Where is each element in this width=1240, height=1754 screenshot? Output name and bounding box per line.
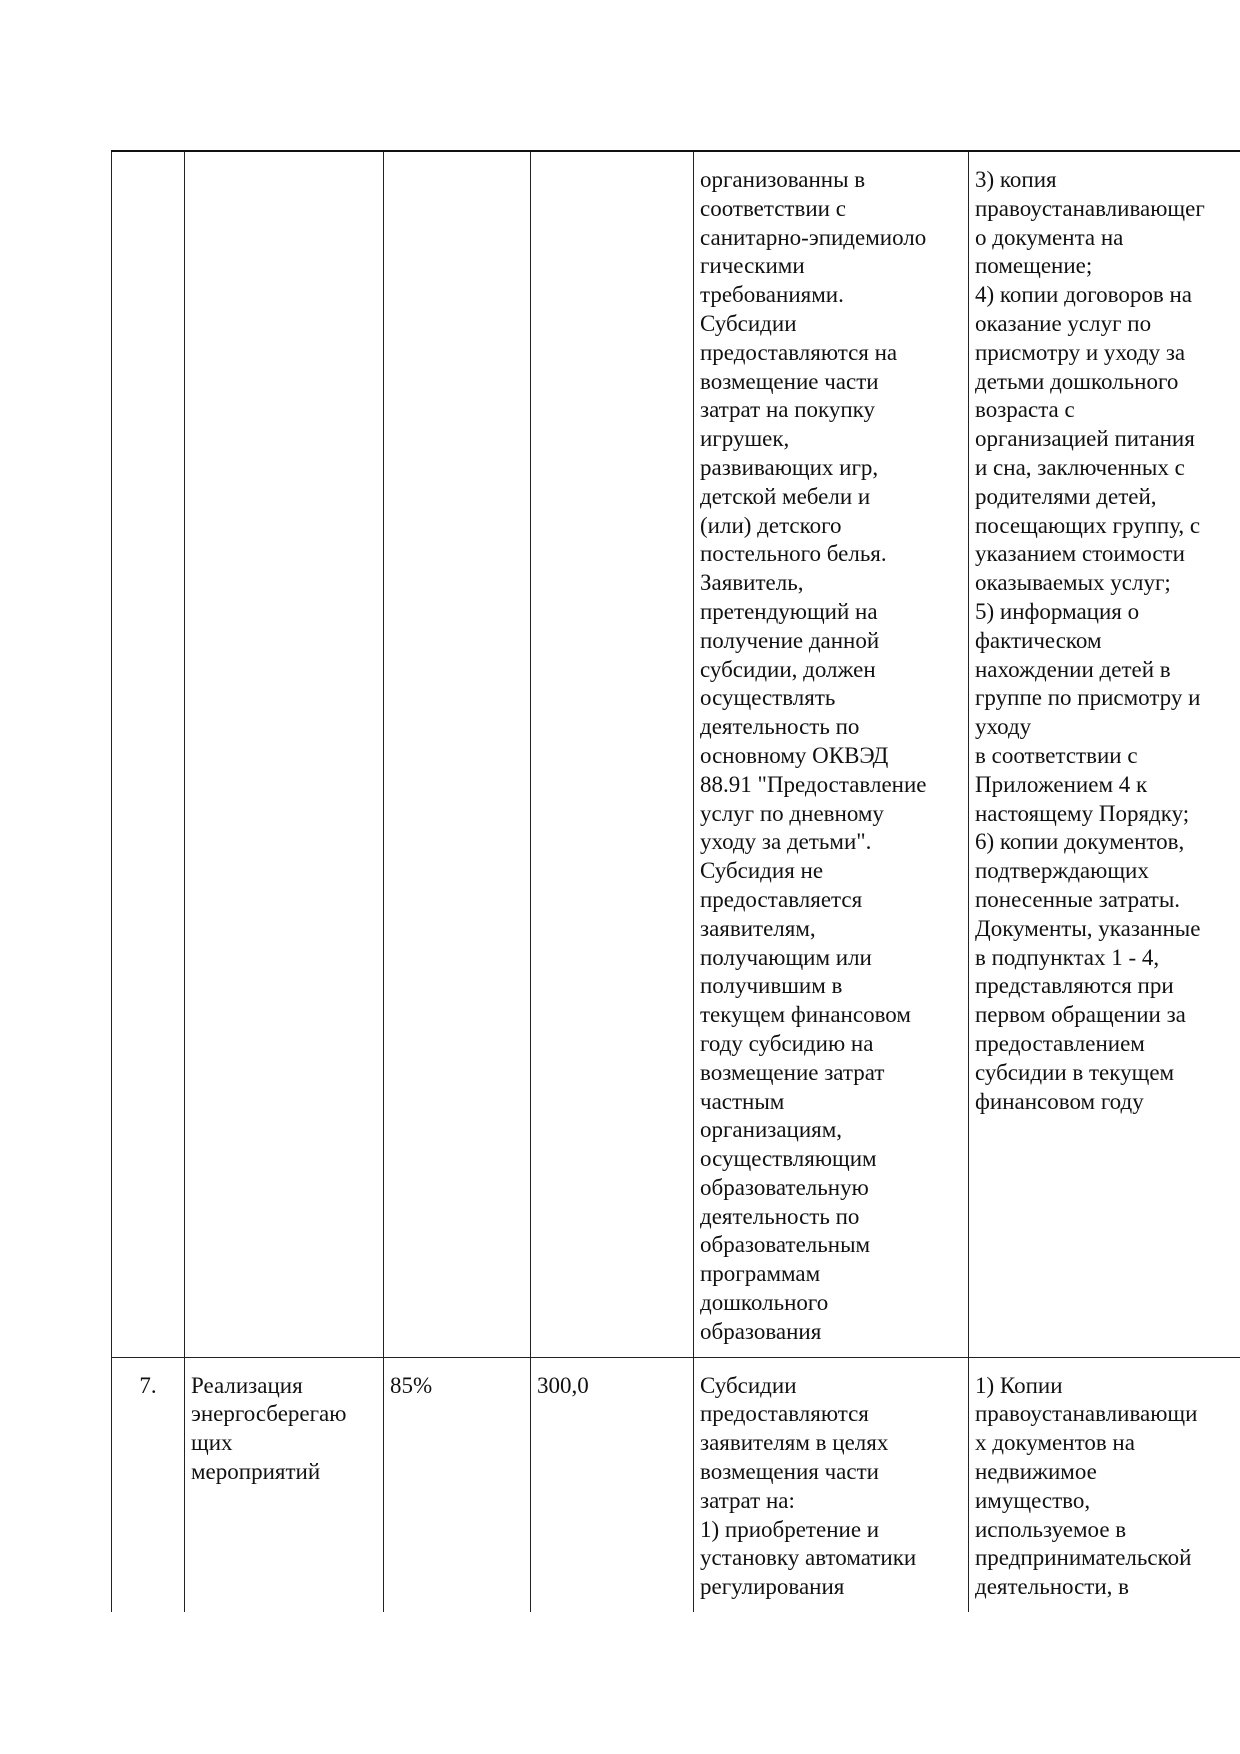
cell-name (185, 151, 384, 1357)
text-line: фактическом (975, 627, 1102, 653)
text-line: правоустанавливающег (975, 195, 1205, 221)
text-line: деятельности, в (975, 1574, 1130, 1600)
text-line: осуществляющим (700, 1146, 877, 1172)
text-line: образовательным (700, 1232, 871, 1258)
text-line: дошкольного (700, 1290, 829, 1316)
text-line: Реализация (191, 1372, 303, 1398)
text-line: организованны в (700, 167, 866, 192)
text-line: нахождении детей в (975, 656, 1171, 682)
text-line: предоставлением (975, 1030, 1145, 1056)
cell-percent: 85% (384, 1357, 531, 1612)
text-line: 6) копии документов, (975, 829, 1185, 855)
text-line: уходу (975, 714, 1032, 740)
text-line: энергосберегаю (191, 1401, 347, 1427)
text-line: 1) приобретение и (700, 1516, 880, 1542)
text-line: возмещение затрат (700, 1059, 885, 1085)
text-line: Субсидии (700, 1372, 797, 1398)
text-line: основному ОКВЭД (700, 742, 889, 768)
text-line: настоящему Порядку; (975, 800, 1190, 826)
cell-conditions (694, 1357, 969, 1612)
text-line: 5) информация о (975, 598, 1140, 624)
text-line: представляются при (975, 973, 1174, 999)
text-line: гическими (700, 253, 805, 279)
cell-amount (531, 151, 694, 1357)
cell-number (112, 151, 185, 1357)
text-line: детской мебели и (700, 483, 871, 509)
text-line: Заявитель, (700, 570, 804, 596)
text-line: регулирования (700, 1574, 845, 1600)
text-line: правоустанавливающи (975, 1401, 1198, 1427)
text-line: образовательную (700, 1174, 869, 1200)
text-line: оказываемых услуг; (975, 570, 1171, 596)
cell-amount: 300,0 (531, 1357, 694, 1612)
text-line: х документов на (975, 1430, 1135, 1456)
text-line: требованиями. (700, 282, 844, 308)
text-line: году субсидию на (700, 1030, 874, 1056)
text-line: Приложением 4 к (975, 771, 1148, 797)
text-line: предпринимательской (975, 1545, 1192, 1571)
text-line: (или) детского (700, 512, 842, 538)
text-line: текущем финансовом (700, 1002, 911, 1028)
text-line: претендующий на (700, 598, 878, 624)
text-line: организациям, (700, 1117, 843, 1143)
cell-documents (969, 151, 1240, 1357)
text-line: недвижимое (975, 1459, 1097, 1485)
text-line: Документы, указанные (975, 915, 1201, 941)
text-line: родителями детей, (975, 483, 1157, 509)
text-line: имущество, (975, 1487, 1091, 1513)
text-line: щих (191, 1430, 233, 1456)
text-line: предоставляются (700, 1401, 869, 1427)
text-line: в подпунктах 1 - 4, (975, 944, 1160, 970)
text-line: деятельность по (700, 1203, 860, 1229)
text-line: возмещения части (700, 1459, 879, 1485)
text-line: первом обращении за (975, 1002, 1186, 1028)
cell-documents (969, 1357, 1240, 1612)
text-line: 4) копии договоров на (975, 282, 1192, 308)
text-line: детьми дошкольного (975, 368, 1179, 394)
text-line: заявителям, (700, 915, 816, 941)
text-line: предоставляются на (700, 339, 898, 365)
text-line: санитарно-эпидемиоло (700, 224, 927, 250)
text-line: 3) копия (975, 167, 1057, 192)
text-line: группе по присмотру и (975, 685, 1201, 711)
text-line: присмотру и уходу за (975, 339, 1186, 365)
text-line: услуг по дневному (700, 800, 884, 826)
text-line: частным (700, 1088, 785, 1114)
text-line: предоставляется (700, 886, 863, 912)
text-line: используемое в (975, 1516, 1127, 1542)
text-line: 1) Копии (975, 1372, 1063, 1398)
text-line: образования (700, 1318, 822, 1344)
cell-number: 7. (112, 1357, 185, 1612)
text-line: организацией питания (975, 426, 1195, 452)
cell-percent (384, 151, 531, 1357)
subsidy-table (111, 150, 1240, 1612)
text-line: осуществлять (700, 685, 836, 711)
text-line: посещающих группу, с (975, 512, 1201, 538)
text-line: получающим или (700, 944, 872, 970)
text-line: игрушек, (700, 426, 790, 452)
text-line: развивающих игр, (700, 454, 879, 480)
cell-conditions (694, 151, 969, 1357)
text-line: уходу за детьми". (700, 829, 872, 855)
cell-name (185, 1357, 384, 1612)
table-row (112, 151, 1240, 1357)
text-line: подтверждающих (975, 858, 1149, 884)
text-line: финансовом году (975, 1088, 1144, 1114)
text-line: возмещение части (700, 368, 879, 394)
text-line: указанием стоимости (975, 541, 1185, 567)
text-line: понесенные затраты. (975, 886, 1181, 912)
text-line: субсидии в текущем (975, 1059, 1175, 1085)
text-line: соответствии с (700, 195, 846, 221)
text-line: о документа на (975, 224, 1124, 250)
text-line: деятельность по (700, 714, 860, 740)
text-line: установку автоматики (700, 1545, 917, 1571)
text-line: получение данной (700, 627, 880, 653)
text-line: программам (700, 1261, 821, 1287)
text-line: мероприятий (191, 1459, 321, 1485)
text-line: затрат на: (700, 1487, 795, 1513)
text-line: Субсидии (700, 310, 797, 336)
text-line: в соответствии с (975, 742, 1138, 768)
text-line: оказание услуг по (975, 310, 1152, 336)
text-line: затрат на покупку (700, 397, 876, 423)
text-line: заявителям в целях (700, 1430, 889, 1456)
table-row (112, 1357, 1240, 1612)
text-line: помещение; (975, 253, 1093, 279)
text-line: и сна, заключенных с (975, 454, 1185, 480)
text-line: Субсидия не (700, 858, 824, 884)
text-line: получившим в (700, 973, 843, 999)
text-line: постельного белья. (700, 541, 887, 567)
text-line: субсидии, должен (700, 656, 876, 682)
text-line: 88.91 "Предоставление (700, 771, 927, 797)
text-line: возраста с (975, 397, 1075, 423)
